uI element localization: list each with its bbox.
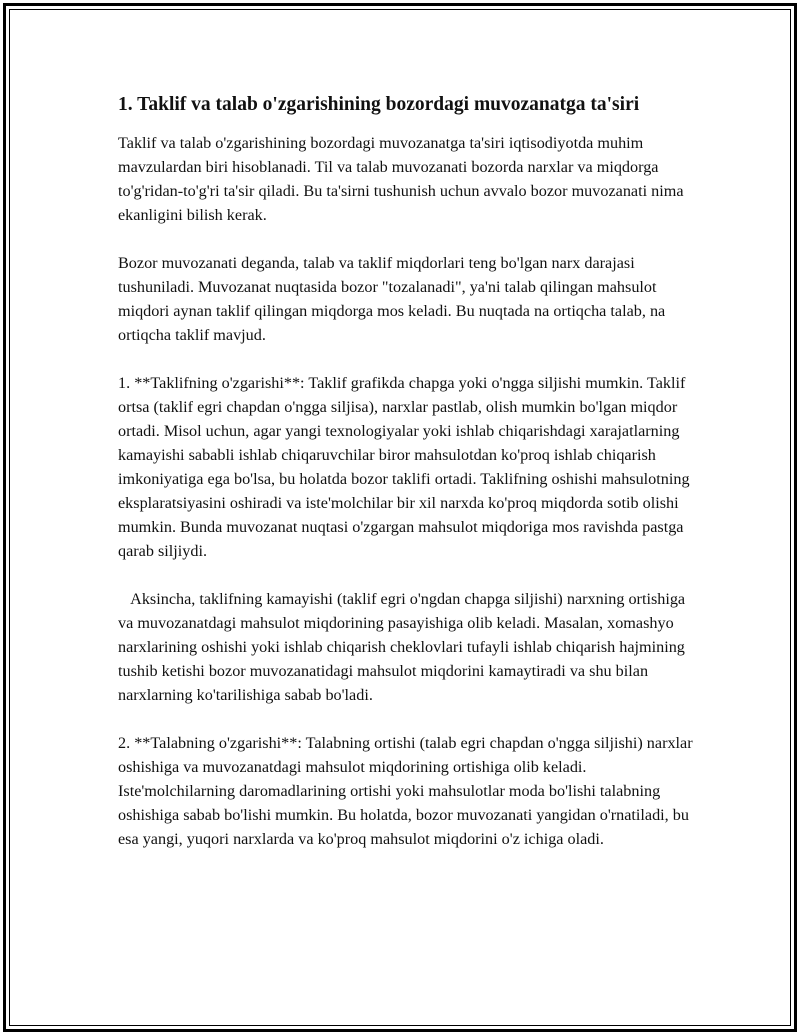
paragraph-supply-decrease: Aksincha, taklifning kamayishi (taklif egri o'ngdan chapga siljishi) narxning ortishiga va muvozanatdagi mahsulot miqdorining pasayishiga olib keladi. Masalan, xomashyo narxlarining oshishi yoki ishlab chiqarish cheklovlari tufayli ishlab chiqarish hajmining tushib ketishi bozor muvozanatidagi mahsulot miqdorini kamaytiradi va shu bilan narxlarning ko'tarilishiga sabab bo'ladi. (118, 590, 690, 704)
paragraph-equilibrium: Bozor muvozanati deganda, talab va taklif miqdorlari teng bo'lgan narx darajasi tushuniladi. Muvozanat nuqtasida bozor "tozalanadi", ya'ni talab qilingan mahsulot miqdori aynan taklif qilingan miqdorga mos keladi. Bu nuqtada na ortiqcha talab, na ortiqcha taklif mavjud. (118, 254, 670, 344)
paragraph-demand-change: 2. **Talabning o'zgarishi**: Talabning ortishi (talab egri chapdan o'ngga siljishi) narxlar oshishiga va muvozanatdagi mahsulot miqdorining ortishiga olib keladi. Iste'molchilarning daromadlarining ortishi yoki mahsulotlar moda bo'lishi talabning oshishiga sabab bo'lishi mumkin. Bu holatda, bozor muvozanati yangidan o'rnatiladi, bu esa yangi, yuqori narxlarda va ko'proq mahsulot miqdorini o'z ichiga oladi. (118, 734, 697, 848)
paragraph-intro: Taklif va talab o'zgarishining bozordagi muvozanatga ta'siri iqtisodiyotda muhim mavzulardan biri hisoblanadi. Til va talab muvozanati bozorda narxlar va miqdorga to'g'ridan-to'g'ri ta'sir qiladi. Bu ta'sirni tushunish uchun avvalo bozor muvozanati nima ekanligini bilish kerak. (118, 134, 688, 224)
paragraph-supply-change: 1. **Taklifning o'zgarishi**: Taklif grafikda chapga yoki o'ngga siljishi mumkin. Taklif ortsa (taklif egri chapdan o'ngga siljisa), narxlar pastlab, olish mumkin bo'lgan miqdor ortadi. Misol uchun, agar yangi texnologiyalar yoki ishlab chiqarishdagi xarajatlarning kamayishi sababli ishlab chiqaruvchilar biror mahsulotdan ko'proq ishlab chiqarish imkoniyatiga ega bo'lsa, bu holatda bozor taklifi ortadi. Taklifning oshishi mahsulotning eksplaratsiyasini oshiradi va iste'molchilar bir xil narxda ko'proq miqdorda sotib olishi mumkin. Bunda muvozanat nuqtasi o'zgargan mahsulot miqdoriga mos ravishda pastga qarab siljiydi. (118, 374, 694, 560)
document-body (118, 91, 697, 875)
document-title: 1. Taklif va talab o'zgarishining bozordagi muvozanatga ta'siri (118, 94, 640, 115)
